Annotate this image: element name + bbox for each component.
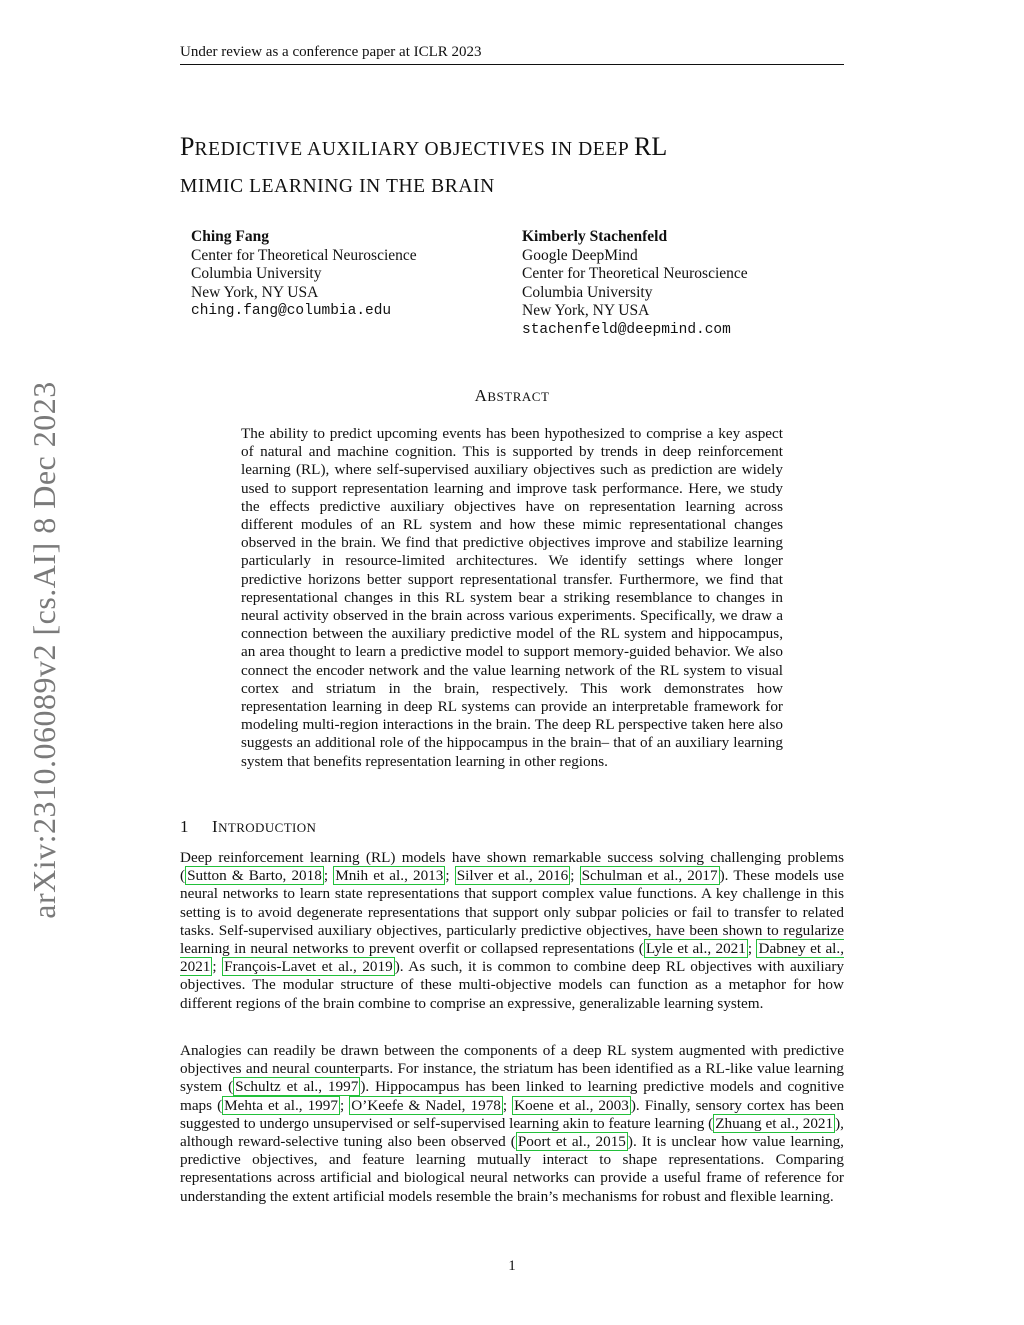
title-initial: P: [180, 132, 195, 161]
text-run: Analogies can readily be drawn between the components of a deep RL system augmented with predictive objectives and neural counterparts. For instance, the striatum has been identified as a RL-like value learning system (: [180, 1042, 844, 1096]
text-run: ;: [323, 867, 334, 885]
text-run: Deep reinforcement learning (RL) models have shown remarkable success solving challenging problems (: [180, 849, 844, 885]
author-email[interactable]: stachenfeld@deepmind.com: [522, 321, 731, 338]
paper-title: [180, 130, 844, 204]
abstract-heading-initial: A: [474, 386, 488, 405]
section-heading-introduction: [180, 817, 316, 837]
title-rl: RL: [634, 132, 668, 161]
text-run: ). It is unclear how value learning, predictive objectives, and feature learning mutually interact to shape representations. Comparing representations across artificial and biological neural networks can provide a useful frame of reference for understanding the extent artificial models resemble the brain’s mechanisms for robust and flexible learning.: [180, 1133, 844, 1205]
citation-link[interactable]: Silver et al., 2016: [456, 867, 569, 885]
intro-paragraph-2: [180, 1042, 844, 1206]
author-block-1: [191, 228, 417, 321]
abstract-text: The ability to predict upcoming events has been hypothesized to comprise a key aspect of natural and machine cognition. This is supported by trends in deep reinforcement learning (RL), where self-supervised auxiliary objectives such as prediction are widely used to support representation learning and improve task performance. Here, we study the effects predictive auxiliary objectives have on representation learning across different modules of an RL system and how these mimic representational changes observed in the brain. We find that predictive objectives improve and stabilize learning particularly in resource-limited architectures. We identify settings where longer predictive horizons better support representational transfer. Furthermore, we find that representational changes in this RL system bear a striking resemblance to changes in neural activity observed in the brain across various experiments. Specifically, we draw a connection between the auxiliary predictive model of the RL system and hippocampus, an area thought to learn a predictive model to support memory-guided behavior. We also connect the encoder network and the value learning network of the RL system to visual cortex and striatum in the brain, respectively. This work demonstrates how representation learning in deep RL systems can provide an interpretable framework for modeling multi-region interactions in the brain. The deep RL perspective taken here also suggests an additional role of the hippocampus in the brain– that of an auxiliary learning system that benefits representation learning in other regions.: [241, 425, 783, 770]
abstract-heading-rest: BSTRACT: [487, 389, 550, 404]
author-name: Kimberly Stachenfeld: [522, 228, 668, 245]
citation-link[interactable]: Mehta et al., 1997: [224, 1096, 338, 1114]
citation-link[interactable]: François-Lavet et al., 2019: [224, 958, 393, 976]
text-run: ;: [570, 867, 580, 885]
author-affiliation: Columbia University: [522, 283, 653, 301]
title-line2: MIMIC LEARNING IN THE BRAIN: [180, 176, 495, 197]
citation-link[interactable]: Sutton & Barto, 2018: [187, 867, 322, 885]
text-run: ). Hippocampus has been linked to learning predictive models and cognitive maps (: [180, 1078, 845, 1114]
text-run: ;: [339, 1096, 350, 1114]
author-affiliation: New York, NY USA: [191, 283, 319, 301]
citation-link[interactable]: Koene et al., 2003: [514, 1096, 629, 1114]
author-affiliation: Columbia University: [191, 265, 322, 282]
abstract-heading: [180, 386, 844, 406]
citation-link[interactable]: Schulman et al., 2017: [581, 867, 718, 885]
text-run: ;: [445, 867, 455, 885]
title-line1: REDICTIVE AUXILIARY OBJECTIVES IN DEEP: [194, 139, 635, 160]
section-number: 1: [180, 817, 189, 836]
citation-link[interactable]: Mnih et al., 2013: [335, 867, 444, 885]
citation-link[interactable]: Lyle et al., 2021: [645, 940, 746, 958]
author-name: Ching Fang: [191, 228, 269, 245]
author-affiliation: Center for Theoretical Neuroscience: [191, 246, 417, 264]
citation-link[interactable]: Dabney et al., 2021: [180, 940, 844, 976]
citation-link[interactable]: Poort et al., 2015: [517, 1133, 626, 1151]
intro-paragraph-1: [180, 849, 844, 1013]
page-number: 1: [508, 1258, 516, 1274]
section-title-rest: NTRODUCTION: [218, 820, 317, 835]
arxiv-identifier: arXiv:2310.06089v2 [cs.AI] 8 Dec 2023: [26, 381, 62, 919]
author-affiliation: Google DeepMind: [522, 246, 638, 264]
text-run: ), although reward-selective tuning also been observed (: [180, 1114, 844, 1151]
author-block-2: [522, 228, 748, 339]
section-title-initial: I: [212, 817, 219, 836]
text-run: ;: [747, 940, 757, 958]
text-run: ). As such, it is common to combine deep RL objectives with auxiliary objectives. The modular structure of these multi-objective models can function as a metaphor for how different regions of the brain combine to comprise an expressive, generalizable learning system.: [180, 958, 844, 1012]
text-run: ). Finally, sensory cortex has been suggested to undergo unsupervised or self-supervised learning akin to feature learning (: [180, 1096, 844, 1132]
author-affiliation: Center for Theoretical Neuroscience: [522, 265, 748, 282]
citation-link[interactable]: O’Keefe & Nadel, 1978: [351, 1096, 501, 1114]
running-header: Under review as a conference paper at ICLR 2023: [180, 44, 844, 65]
citation-link[interactable]: Zhuang et al., 2021: [715, 1114, 834, 1132]
text-run: ;: [212, 958, 223, 976]
text-run: ;: [502, 1096, 513, 1114]
text-run: ). These models use neural networks to learn state representations that support complex value functions. A key challenge in this setting is to avoid degenerate representations that support only subpar policies or fail to transfer to related tasks. Self-supervised auxiliary objectives, particularly predictive objectives, have been shown to regularize learning in neural networks to prevent overfit or collapsed representations (: [180, 867, 844, 958]
citation-link[interactable]: Schultz et al., 1997: [235, 1078, 359, 1096]
author-affiliation: New York, NY USA: [522, 302, 650, 319]
author-email[interactable]: ching.fang@columbia.edu: [191, 303, 392, 319]
